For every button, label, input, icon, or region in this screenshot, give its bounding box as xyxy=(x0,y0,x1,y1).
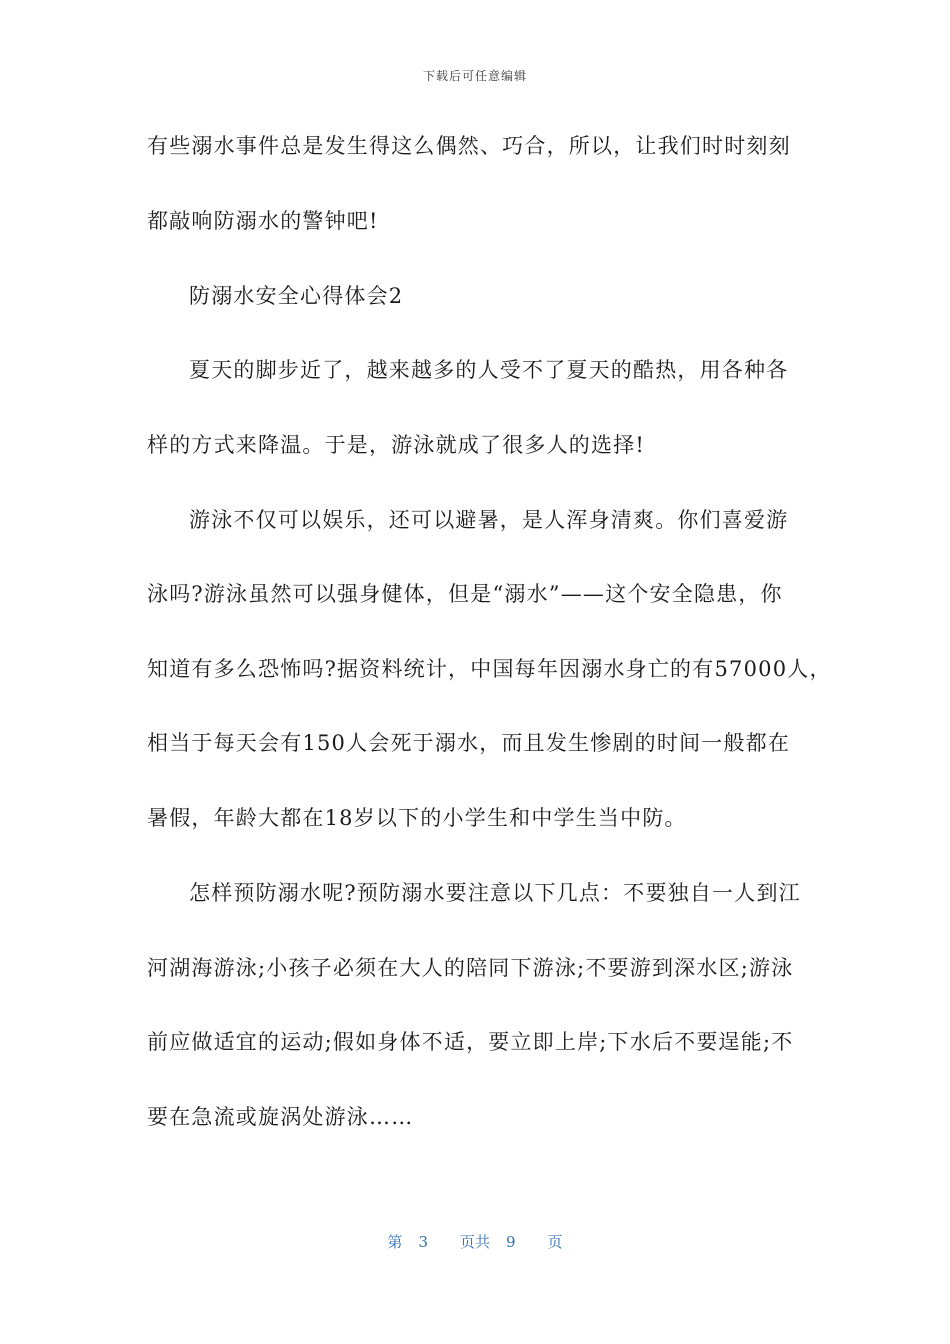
page-footer xyxy=(0,1231,950,1252)
body-line: 河湖海游泳;小孩子必须在大人的陪同下游泳;不要游到深水区;游泳 xyxy=(147,956,794,980)
body-line: 都敲响防溺水的警钟吧! xyxy=(147,209,379,233)
section-heading: 防溺水安全心得体会2 xyxy=(189,284,404,308)
body-line: 泳吗?游泳虽然可以强身健体，但是“溺水”——这个安全隐患，你 xyxy=(147,582,783,606)
body-line: 样的方式来降温。于是，游泳就成了很多人的选择! xyxy=(147,433,646,457)
current-page-number: 3 xyxy=(418,1233,428,1251)
footer-prefix: 第 xyxy=(387,1233,403,1251)
body-line: 相当于每天会有150人会死于溺水，而且发生惨剧的时间一般都在 xyxy=(147,731,791,755)
body-line: 要在急流或旋涡处游泳…… xyxy=(147,1105,414,1129)
body-line: 暑假，年龄大都在18岁以下的小学生和中学生当中防。 xyxy=(147,806,687,830)
body-line: 游泳不仅可以娱乐，还可以避暑，是人浑身清爽。你们喜爱游 xyxy=(189,508,789,532)
page-header: 下载后可任意编辑 xyxy=(422,69,527,83)
body-line: 有些溺水事件总是发生得这么偶然、巧合，所以，让我们时时刻刻 xyxy=(147,134,791,158)
total-pages-number: 9 xyxy=(506,1233,516,1251)
footer-suffix: 页 xyxy=(547,1233,563,1251)
footer-middle: 页共 xyxy=(459,1233,490,1251)
body-line: 夏天的脚步近了，越来越多的人受不了夏天的酷热，用各种各 xyxy=(189,358,789,382)
body-line: 前应做适宜的运动;假如身体不适，要立即上岸;下水后不要逞能;不 xyxy=(147,1030,794,1054)
body-line: 怎样预防溺水呢?预防溺水要注意以下几点：不要独自一人到江 xyxy=(189,881,801,905)
body-line: 知道有多么恐怖吗?据资料统计，中国每年因溺水身亡的有57000人， xyxy=(147,657,832,681)
